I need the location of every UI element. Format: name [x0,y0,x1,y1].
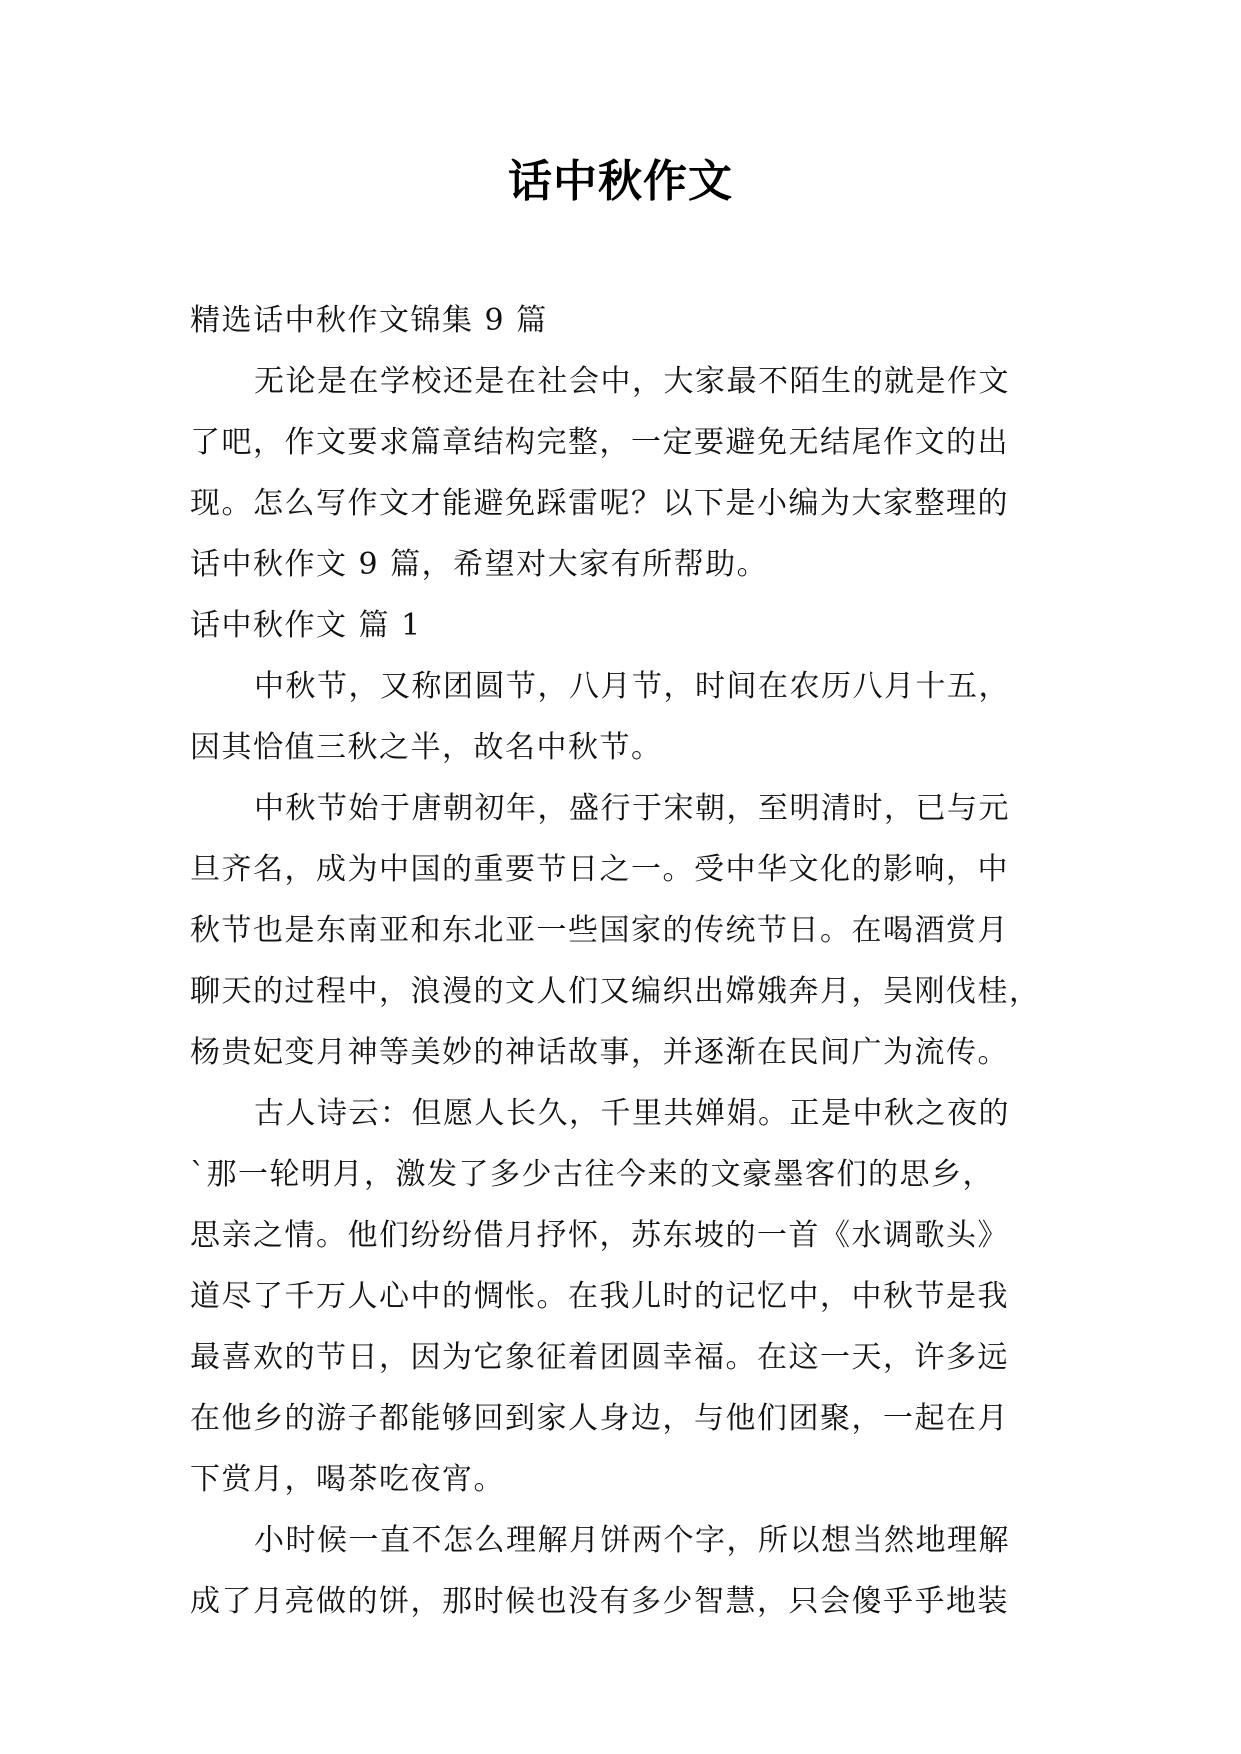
text-line: 在他乡的游子都能够回到家人身边，与他们团聚，一起在月 [190,1401,1009,1436]
document-title: 话中秋作文 [508,156,733,207]
text-line: 现。怎么写作文才能避免踩雷呢？以下是小编为大家整理的 [190,486,1009,521]
text-line: 道尽了千万人心中的惆怅。在我儿时的记忆中，中秋节是我 [190,1279,1009,1314]
text-line: 话中秋作文 篇 1 [190,608,422,643]
document-body [190,290,1060,1632]
text-line: `那一轮明月，激发了多少古往今来的文豪墨客们的思乡， [190,1157,994,1192]
text-line: 思亲之情。他们纷纷借月抒怀，苏东坡的一首《水调歌头》 [190,1218,1009,1253]
text-line: 了吧，作文要求篇章结构完整，一定要避免无结尾作文的出 [190,425,1009,460]
text-line: 中秋节，又称团圆节，八月节，时间在农历八月十五， [254,669,1010,704]
text-line: 旦齐名，成为中国的重要节日之一。受中华文化的影响，中 [190,852,1009,887]
text-line: 杨贵妃变月神等美妙的神话故事，并逐渐在民间广为流传。 [190,1035,1009,1070]
text-line: 古人诗云：但愿人长久，千里共婵娟。正是中秋之夜的 [254,1096,1010,1131]
text-line: 话中秋作文 9 篇，希望对大家有所帮助。 [190,547,769,582]
text-line: 精选话中秋作文锦集 9 篇 [190,303,548,338]
text-line: 聊天的过程中，浪漫的文人们又编织出嫦娥奔月，吴刚伐桂， [190,974,1041,1009]
text-line: 中秋节始于唐朝初年，盛行于宋朝，至明清时，已与元 [254,791,1010,826]
text-line: 最喜欢的节日，因为它象征着团圆幸福。在这一天，许多远 [190,1340,1009,1375]
text-line: 成了月亮做的饼，那时候也没有多少智慧，只会傻乎乎地装 [190,1584,1009,1619]
text-line: 无论是在学校还是在社会中，大家最不陌生的就是作文 [254,364,1010,399]
text-line: 小时候一直不怎么理解月饼两个字，所以想当然地理解 [254,1523,1010,1558]
text-line: 秋节也是东南亚和东北亚一些国家的传统节日。在喝酒赏月 [190,913,1009,948]
text-line: 下赏月，喝茶吃夜宵。 [190,1462,505,1497]
text-line: 因其恰值三秋之半，故名中秋节。 [190,730,663,765]
